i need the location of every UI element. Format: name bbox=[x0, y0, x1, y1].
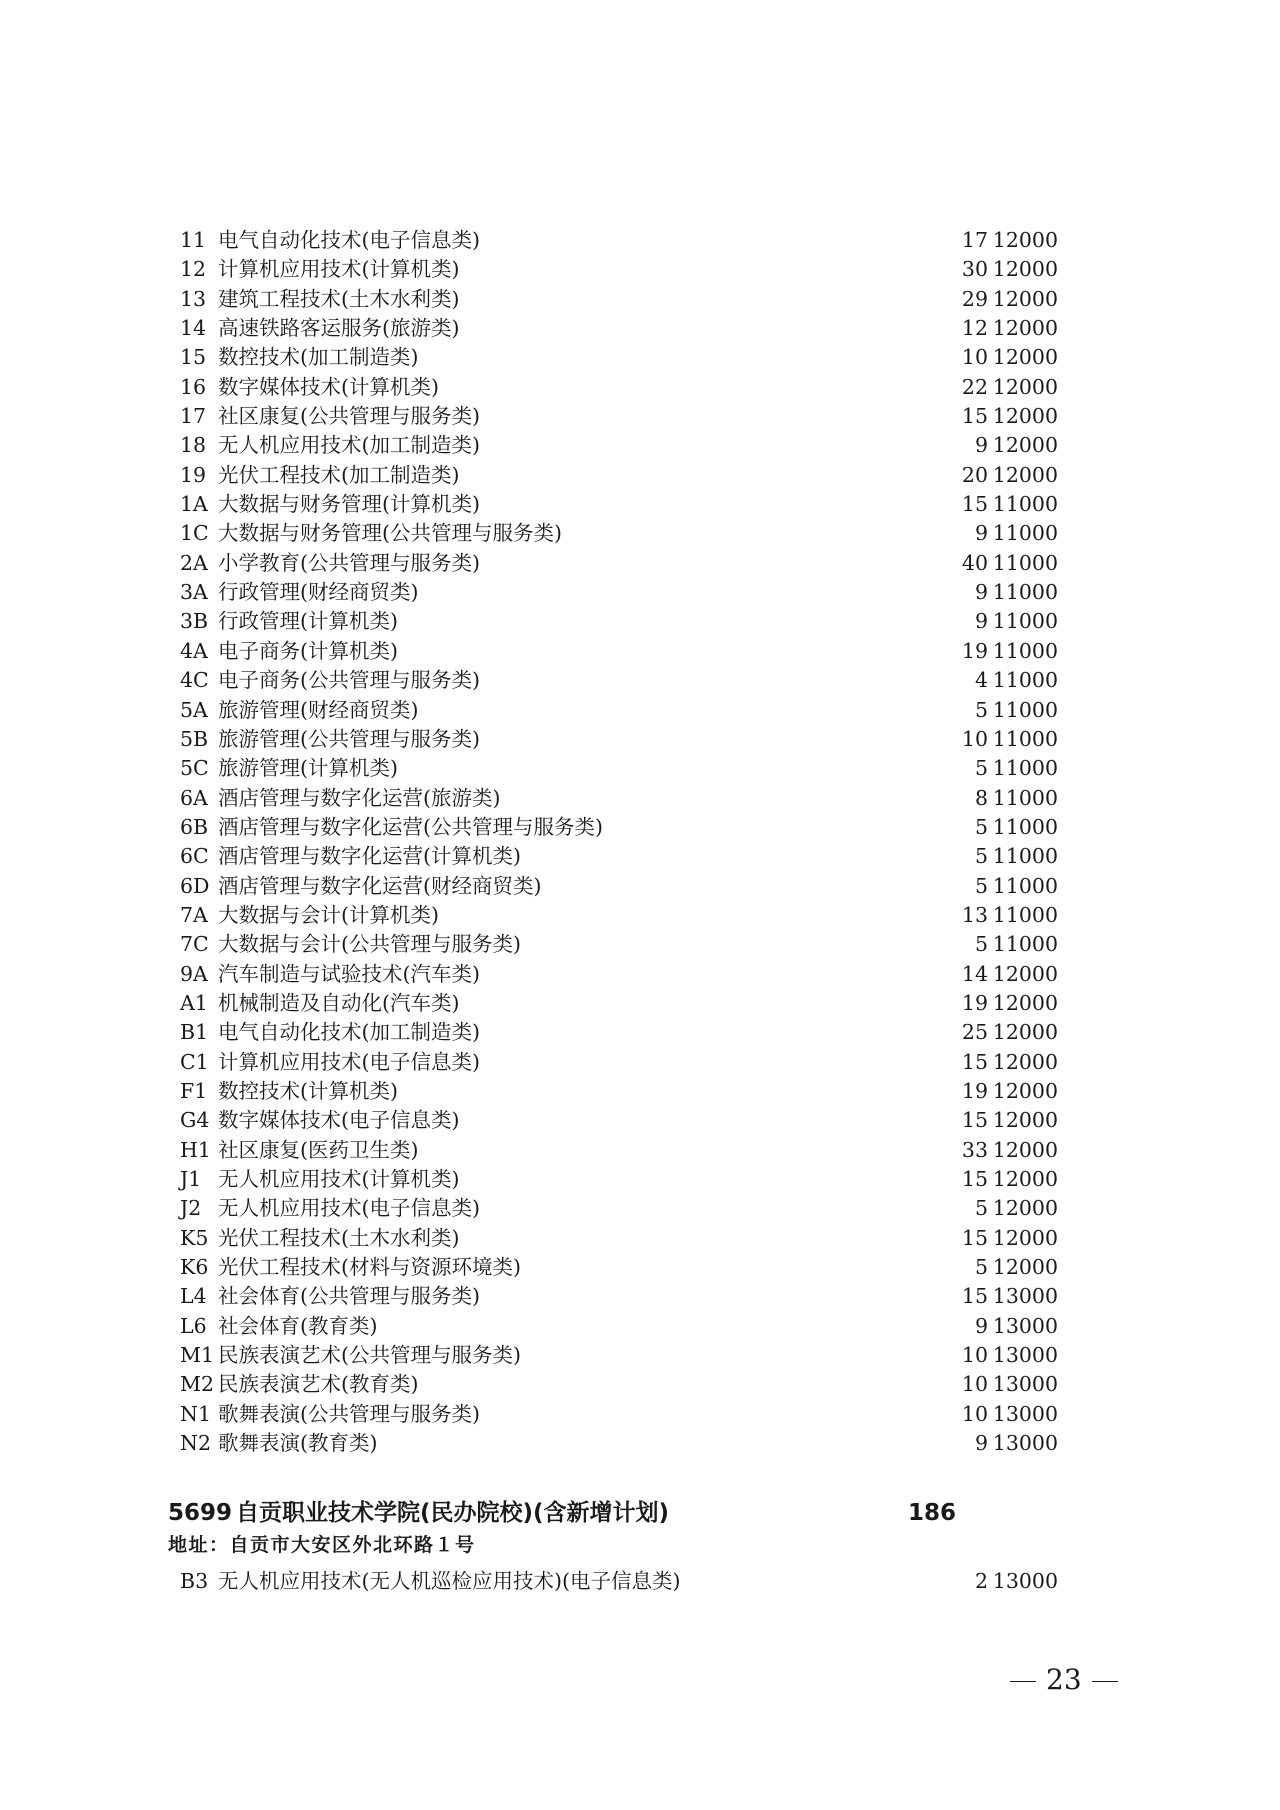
enrollment-count: 15 bbox=[961, 1284, 988, 1309]
program-code: J1 bbox=[180, 1167, 202, 1191]
school-code: 5699 bbox=[168, 1500, 233, 1526]
program-name: 数字媒体技术(计算机类) bbox=[218, 374, 439, 399]
program-name: 旅游管理(计算机类) bbox=[218, 756, 398, 781]
program-code: C1 bbox=[180, 1049, 209, 1074]
table-row bbox=[180, 754, 1060, 783]
enrollment-count: 12 bbox=[961, 316, 988, 341]
table-row bbox=[180, 1077, 1060, 1106]
tuition-fee: 11000 bbox=[992, 697, 1058, 722]
program-code: 1C bbox=[180, 521, 209, 546]
tuition-fee: 13000 bbox=[992, 1313, 1058, 1338]
page-number-dash-right bbox=[1092, 1681, 1118, 1683]
enrollment-count: 10 bbox=[961, 1401, 988, 1426]
school-name: 自贡职业技术学院(民办院校)(含新增计划) bbox=[236, 1500, 670, 1526]
enrollment-count: 8 bbox=[974, 785, 988, 810]
enrollment-count: 5 bbox=[974, 873, 988, 898]
enrollment-count: 30 bbox=[961, 257, 988, 282]
enrollment-count: 15 bbox=[961, 404, 988, 429]
table-row bbox=[180, 1312, 1060, 1341]
program-code: M1 bbox=[180, 1343, 215, 1368]
program-list bbox=[180, 226, 1060, 1458]
program-code: 6B bbox=[180, 814, 209, 839]
program-name: 社区康复(医药卫生类) bbox=[218, 1137, 419, 1162]
enrollment-count: 19 bbox=[961, 638, 988, 663]
tuition-fee: 11000 bbox=[992, 902, 1058, 927]
enrollment-count: 4 bbox=[974, 668, 988, 693]
program-code: 7A bbox=[180, 902, 208, 927]
table-row bbox=[180, 960, 1060, 989]
table-row bbox=[180, 1136, 1060, 1165]
tuition-fee: 12000 bbox=[992, 1049, 1058, 1074]
table-row bbox=[180, 461, 1060, 490]
enrollment-count: 25 bbox=[961, 1020, 988, 1045]
program-name: 行政管理(计算机类) bbox=[218, 609, 398, 634]
table-row bbox=[180, 255, 1060, 284]
program-code: 12 bbox=[180, 257, 207, 282]
enrollment-count: 15 bbox=[961, 1108, 988, 1133]
program-code: 2A bbox=[180, 550, 208, 575]
program-code: 4A bbox=[180, 638, 208, 663]
enrollment-count: 9 bbox=[974, 1313, 988, 1338]
enrollment-count: 15 bbox=[961, 1225, 988, 1250]
table-row bbox=[180, 725, 1060, 754]
program-code: 18 bbox=[180, 433, 207, 458]
program-code: 14 bbox=[180, 316, 207, 341]
program-name: 酒店管理与数字化运营(财经商贸类) bbox=[218, 873, 542, 898]
tuition-fee: 12000 bbox=[992, 1196, 1058, 1221]
program-name: 无人机应用技术(计算机类) bbox=[218, 1167, 460, 1191]
tuition-fee: 12000 bbox=[992, 345, 1058, 370]
enrollment-count: 9 bbox=[974, 580, 988, 605]
enrollment-count: 20 bbox=[961, 462, 988, 487]
enrollment-count: 2 bbox=[974, 1569, 988, 1593]
enrollment-count: 14 bbox=[961, 961, 988, 986]
program-name: 行政管理(财经商贸类) bbox=[218, 580, 419, 605]
school-total: 186 bbox=[907, 1500, 956, 1526]
program-code: 15 bbox=[180, 345, 207, 370]
program-name: 民族表演艺术(教育类) bbox=[218, 1372, 419, 1397]
table-row bbox=[180, 1341, 1060, 1370]
enrollment-count: 10 bbox=[961, 1372, 988, 1397]
program-code: 13 bbox=[180, 286, 207, 311]
program-name: 歌舞表演(教育类) bbox=[218, 1431, 378, 1456]
tuition-fee: 11000 bbox=[992, 844, 1058, 869]
program-code: 6C bbox=[180, 844, 209, 869]
tuition-fee: 12000 bbox=[992, 228, 1058, 252]
table-row bbox=[180, 343, 1060, 372]
tuition-fee: 13000 bbox=[992, 1569, 1058, 1593]
program-name: 电子商务(计算机类) bbox=[218, 638, 398, 663]
program-name: 旅游管理(财经商贸类) bbox=[218, 697, 419, 722]
table-row bbox=[180, 578, 1060, 607]
program-name: 旅游管理(公共管理与服务类) bbox=[218, 726, 480, 751]
tuition-fee: 11000 bbox=[992, 521, 1058, 546]
table-row bbox=[180, 696, 1060, 725]
enrollment-count: 5 bbox=[974, 1255, 988, 1280]
tuition-fee: 12000 bbox=[992, 286, 1058, 311]
tuition-fee: 12000 bbox=[992, 374, 1058, 399]
program-name: 无人机应用技术(加工制造类) bbox=[218, 433, 480, 458]
tuition-fee: 12000 bbox=[992, 404, 1058, 429]
enrollment-count: 15 bbox=[961, 1167, 988, 1191]
enrollment-count: 15 bbox=[961, 492, 988, 517]
program-code: 5A bbox=[180, 697, 208, 722]
enrollment-count: 10 bbox=[961, 1343, 988, 1368]
tuition-fee: 12000 bbox=[992, 1225, 1058, 1250]
program-code: N2 bbox=[180, 1431, 211, 1456]
program-name: 计算机应用技术(电子信息类) bbox=[218, 1049, 480, 1074]
program-code: J2 bbox=[180, 1196, 202, 1221]
enrollment-count: 19 bbox=[961, 1078, 988, 1103]
program-name: 大数据与财务管理(计算机类) bbox=[218, 492, 480, 517]
program-name: 小学教育(公共管理与服务类) bbox=[218, 550, 480, 575]
tuition-fee: 11000 bbox=[992, 492, 1058, 517]
enrollment-count: 9 bbox=[974, 521, 988, 546]
tuition-fee: 11000 bbox=[992, 580, 1058, 605]
program-name: 光伏工程技术(土木水利类) bbox=[218, 1225, 460, 1250]
tuition-fee: 11000 bbox=[992, 726, 1058, 751]
program-code: 11 bbox=[180, 228, 207, 252]
enrollment-count: 5 bbox=[974, 932, 988, 957]
tuition-fee: 12000 bbox=[992, 990, 1058, 1015]
tuition-fee: 11000 bbox=[992, 785, 1058, 810]
table-row bbox=[180, 989, 1060, 1018]
table-row bbox=[180, 1194, 1060, 1223]
table-row bbox=[180, 872, 1060, 901]
program-name: 酒店管理与数字化运营(公共管理与服务类) bbox=[218, 814, 603, 839]
enrollment-count: 40 bbox=[961, 550, 988, 575]
enrollment-count: 13 bbox=[961, 902, 988, 927]
table-row bbox=[180, 402, 1060, 431]
program-code: 3A bbox=[180, 580, 208, 605]
program-name: 酒店管理与数字化运营(计算机类) bbox=[218, 844, 521, 869]
program-code: 16 bbox=[180, 374, 207, 399]
table-row bbox=[180, 666, 1060, 695]
program-code: 5B bbox=[180, 726, 209, 751]
program-code: K6 bbox=[180, 1255, 209, 1280]
tuition-fee: 13000 bbox=[992, 1372, 1058, 1397]
program-code: 4C bbox=[180, 668, 209, 693]
enrollment-count: 10 bbox=[961, 345, 988, 370]
program-code: B3 bbox=[180, 1569, 209, 1593]
tuition-fee: 12000 bbox=[992, 1078, 1058, 1103]
program-code: L6 bbox=[180, 1313, 207, 1338]
program-code: 19 bbox=[180, 462, 207, 487]
program-name: 大数据与会计(计算机类) bbox=[218, 902, 439, 927]
program-code: 9A bbox=[180, 961, 208, 986]
program-name: 民族表演艺术(公共管理与服务类) bbox=[218, 1343, 521, 1368]
program-code: L4 bbox=[180, 1284, 207, 1309]
table-row bbox=[180, 637, 1060, 666]
tuition-fee: 12000 bbox=[992, 257, 1058, 282]
table-row bbox=[180, 431, 1060, 460]
table-row bbox=[180, 1165, 1060, 1194]
tuition-fee: 12000 bbox=[992, 316, 1058, 341]
program-code: 6D bbox=[180, 873, 210, 898]
program-code: N1 bbox=[180, 1401, 211, 1426]
program-name: 数字媒体技术(电子信息类) bbox=[218, 1108, 460, 1133]
program-name: 电子商务(公共管理与服务类) bbox=[218, 668, 480, 693]
program-name: 大数据与财务管理(公共管理与服务类) bbox=[218, 521, 562, 546]
tuition-fee: 11000 bbox=[992, 873, 1058, 898]
program-code: M2 bbox=[180, 1372, 215, 1397]
table-row bbox=[180, 490, 1060, 519]
school-section bbox=[168, 1495, 1068, 1559]
program-name: 大数据与会计(公共管理与服务类) bbox=[218, 932, 521, 957]
program-code: A1 bbox=[180, 990, 208, 1015]
tuition-fee: 12000 bbox=[992, 433, 1058, 458]
tuition-fee: 11000 bbox=[992, 668, 1058, 693]
table-row bbox=[180, 373, 1060, 402]
program-name: 机械制造及自动化(汽车类) bbox=[218, 990, 460, 1015]
table-row bbox=[180, 226, 1060, 255]
enrollment-count: 10 bbox=[961, 726, 988, 751]
enrollment-count: 5 bbox=[974, 844, 988, 869]
table-row bbox=[180, 519, 1060, 548]
program-code: K5 bbox=[180, 1225, 209, 1250]
enrollment-count: 9 bbox=[974, 433, 988, 458]
page-number-dash-left bbox=[1010, 1681, 1036, 1683]
table-row bbox=[180, 901, 1060, 930]
table-row bbox=[180, 607, 1060, 636]
program-code: B1 bbox=[180, 1020, 209, 1045]
tuition-fee: 11000 bbox=[992, 550, 1058, 575]
table-row bbox=[180, 930, 1060, 959]
table-row bbox=[180, 1567, 1060, 1596]
table-row bbox=[180, 1429, 1060, 1458]
table-row bbox=[180, 813, 1060, 842]
table-row bbox=[180, 285, 1060, 314]
enrollment-count: 5 bbox=[974, 697, 988, 722]
enrollment-count: 5 bbox=[974, 756, 988, 781]
table-row bbox=[180, 1282, 1060, 1311]
enrollment-count: 33 bbox=[961, 1137, 988, 1162]
program-code: 1A bbox=[180, 492, 208, 517]
program-name: 高速铁路客运服务(旅游类) bbox=[218, 316, 460, 341]
tuition-fee: 13000 bbox=[992, 1431, 1058, 1456]
program-code: 3B bbox=[180, 609, 209, 634]
tuition-fee: 12000 bbox=[992, 1020, 1058, 1045]
enrollment-count: 5 bbox=[974, 1196, 988, 1221]
program-name: 歌舞表演(公共管理与服务类) bbox=[218, 1401, 480, 1426]
program-code: 17 bbox=[180, 404, 207, 429]
program-name: 社会体育(教育类) bbox=[218, 1313, 378, 1338]
tuition-fee: 13000 bbox=[992, 1343, 1058, 1368]
tuition-fee: 11000 bbox=[992, 756, 1058, 781]
tuition-fee: 12000 bbox=[992, 1108, 1058, 1133]
program-name: 社区康复(公共管理与服务类) bbox=[218, 404, 480, 429]
program-name: 计算机应用技术(计算机类) bbox=[218, 257, 460, 282]
page-number bbox=[1000, 1660, 1120, 1700]
enrollment-count: 22 bbox=[961, 374, 988, 399]
enrollment-count: 9 bbox=[974, 1431, 988, 1456]
tuition-fee: 11000 bbox=[992, 932, 1058, 957]
table-row bbox=[180, 549, 1060, 578]
tuition-fee: 13000 bbox=[992, 1401, 1058, 1426]
program-name: 光伏工程技术(加工制造类) bbox=[218, 462, 460, 487]
enrollment-count: 17 bbox=[961, 228, 988, 252]
program-code: G4 bbox=[180, 1108, 210, 1133]
table-row bbox=[180, 1018, 1060, 1047]
program-name: 数控技术(加工制造类) bbox=[218, 345, 419, 370]
table-row bbox=[180, 1106, 1060, 1135]
tuition-fee: 12000 bbox=[992, 1137, 1058, 1162]
program-code: F1 bbox=[180, 1078, 208, 1103]
table-row bbox=[180, 1253, 1060, 1282]
program-name: 建筑工程技术(土木水利类) bbox=[218, 286, 460, 311]
table-row bbox=[180, 1370, 1060, 1399]
tuition-fee: 13000 bbox=[992, 1284, 1058, 1309]
enrollment-count: 5 bbox=[974, 814, 988, 839]
tuition-fee: 12000 bbox=[992, 462, 1058, 487]
program-code: 6A bbox=[180, 785, 208, 810]
program-name: 电气自动化技术(加工制造类) bbox=[218, 1020, 480, 1045]
program-name: 社会体育(公共管理与服务类) bbox=[218, 1284, 480, 1309]
tuition-fee: 12000 bbox=[992, 1167, 1058, 1191]
tuition-fee: 11000 bbox=[992, 638, 1058, 663]
table-row bbox=[180, 1224, 1060, 1253]
enrollment-count: 29 bbox=[961, 286, 988, 311]
table-row bbox=[180, 784, 1060, 813]
page-number-value: 23 bbox=[1046, 1663, 1082, 1696]
program-name: 光伏工程技术(材料与资源环境类) bbox=[218, 1255, 521, 1280]
program-name: 汽车制造与试验技术(汽车类) bbox=[218, 961, 480, 986]
tuition-fee: 12000 bbox=[992, 961, 1058, 986]
program-name: 酒店管理与数字化运营(旅游类) bbox=[218, 785, 501, 810]
program-code: H1 bbox=[180, 1137, 211, 1162]
table-row bbox=[180, 1048, 1060, 1077]
school-program-list bbox=[180, 1567, 1060, 1596]
table-row bbox=[180, 314, 1060, 343]
program-name: 电气自动化技术(电子信息类) bbox=[218, 228, 480, 252]
program-name: 无人机应用技术(无人机巡检应用技术)(电子信息类) bbox=[218, 1569, 681, 1593]
tuition-fee: 12000 bbox=[992, 1255, 1058, 1280]
enrollment-count: 19 bbox=[961, 990, 988, 1015]
tuition-fee: 11000 bbox=[992, 814, 1058, 839]
table-row bbox=[180, 1400, 1060, 1429]
program-code: 7C bbox=[180, 932, 209, 957]
program-code: 5C bbox=[180, 756, 209, 781]
program-name: 数控技术(计算机类) bbox=[218, 1078, 398, 1103]
program-name: 无人机应用技术(电子信息类) bbox=[218, 1196, 480, 1221]
tuition-fee: 11000 bbox=[992, 609, 1058, 634]
enrollment-count: 15 bbox=[961, 1049, 988, 1074]
school-address: 地址：自贡市大安区外北环路１号 bbox=[168, 1534, 476, 1556]
table-row bbox=[180, 842, 1060, 871]
school-header bbox=[168, 1495, 1068, 1531]
enrollment-count: 9 bbox=[974, 609, 988, 634]
